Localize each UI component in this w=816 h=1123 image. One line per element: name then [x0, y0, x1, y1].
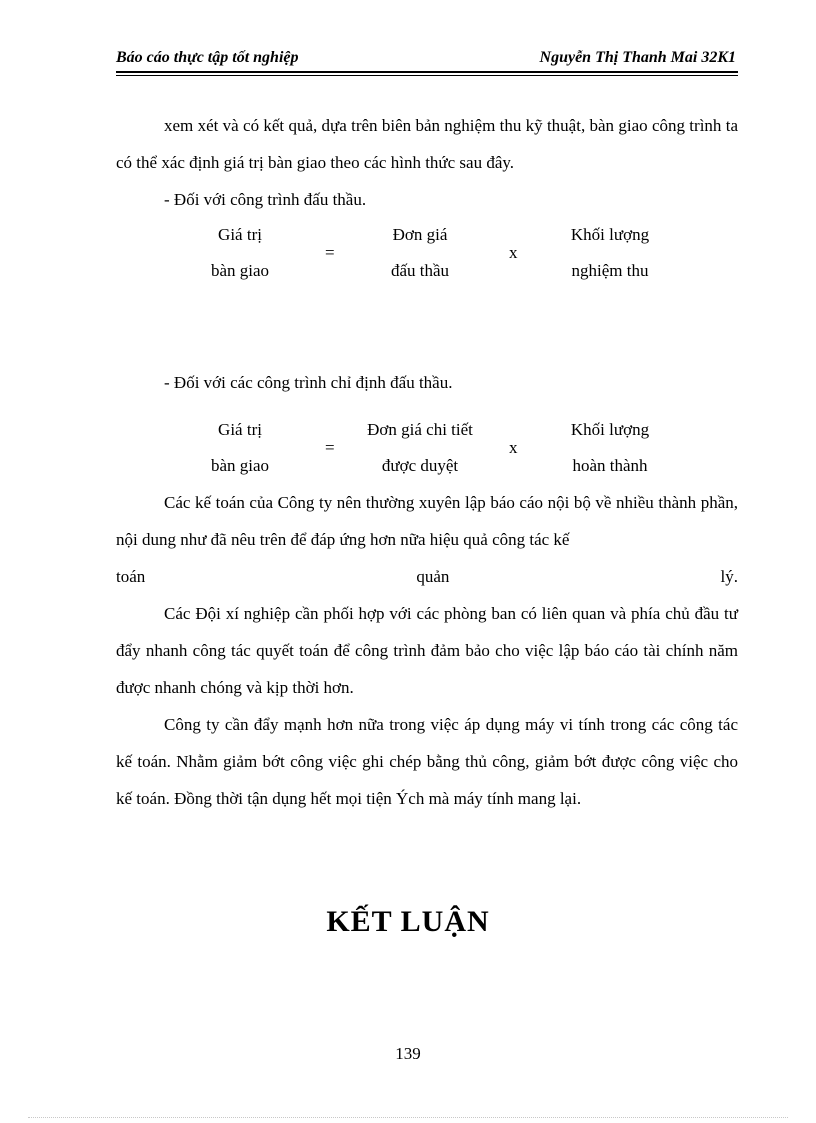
bullet-bid-projects: - Đối với công trình đấu thầu.	[164, 190, 367, 209]
formula-term-line: Giá trị	[218, 225, 262, 244]
formula-term-line: nghiệm thu	[571, 261, 649, 280]
word: quản	[416, 567, 450, 586]
page-header	[116, 49, 736, 71]
formula-term-line: Khối lượng	[570, 420, 650, 439]
formula-bid	[116, 217, 738, 289]
formula-term-line: đấu thầu	[390, 261, 450, 280]
formula-term-line: bàn giao	[210, 456, 270, 475]
multiply-sign: x	[509, 438, 518, 457]
formula-term-line: hoàn thành	[572, 456, 648, 475]
paragraph-last-line	[116, 558, 738, 595]
formula-term-line: Đơn giá chi tiết	[367, 420, 473, 439]
formula-quantity	[550, 412, 670, 484]
paragraph-text: xem xét và có kết quả, dựa trên biên bản nghiệm thu kỹ thuật, bàn giao công trình ta có thể xác định giá trị bàn giao theo các hình thức sau đây.	[116, 116, 738, 172]
equals-sign: =	[325, 438, 335, 457]
paragraph-internal-reports: Các kế toán của Công ty nên thường xuyên lập báo cáo nội bộ về nhiều thành phần, nội dung như đã nêu trên để đáp ứng hơn nữa hiệu quả công tác kế	[116, 493, 738, 549]
word: toán	[116, 567, 146, 586]
page-number: 139	[395, 1044, 421, 1063]
header-rule-thick	[116, 71, 738, 73]
formula-quantity	[550, 217, 670, 289]
paragraphs-recommendations	[116, 484, 738, 817]
paragraph-coordination: Các Đội xí nghiệp cần phối hợp với các phòng ban có liên quan và phía chủ đầu tư đẩy nhanh công tác quyết toán để công trình đảm bảo cho việc lập báo cáo tài chính năm được nhanh chóng và kịp thời hơn.	[116, 604, 738, 697]
formula-unit-price	[360, 217, 480, 289]
paragraph-computerization: Công ty cần đẩy mạnh hơn nữa trong việc áp dụng máy vi tính trong các công tác kế toán. Nhằm giảm bớt công việc ghi chép bằng thủ công, giảm bớt được công việc cho kế toán. Đồng thời tận dụng hết mọi tiện Ých mà máy tính mang lại.	[116, 715, 738, 808]
equals-sign: =	[325, 243, 335, 262]
formula-term-line: được duyệt	[381, 456, 459, 475]
formula-term-line: bàn giao	[210, 261, 270, 280]
paragraph-designated-bid	[116, 364, 738, 401]
word: lý.	[720, 567, 738, 586]
formula-detailed-unit-price	[350, 412, 490, 484]
header-author: Nguyễn Thị Thanh Mai 32K1	[539, 49, 736, 66]
header-report-title: Báo cáo thực tập tốt nghiệp	[116, 49, 299, 66]
section-title: KẾT LUẬN	[326, 905, 490, 938]
paragraph-1	[116, 107, 738, 218]
bullet-designated-projects: - Đối với các công trình chỉ định đấu thầu.	[164, 373, 453, 392]
formula-term-line: Khối lượng	[570, 225, 650, 244]
formula-designated	[116, 412, 738, 484]
bottom-dotted-border	[28, 1117, 788, 1118]
multiply-sign: x	[509, 243, 518, 262]
formula-term-line: Giá trị	[218, 420, 262, 439]
header-rule-thin	[116, 75, 738, 76]
formula-handover-value	[188, 217, 292, 289]
formula-term-line: Đơn giá	[392, 225, 448, 244]
formula-handover-value	[188, 412, 292, 484]
